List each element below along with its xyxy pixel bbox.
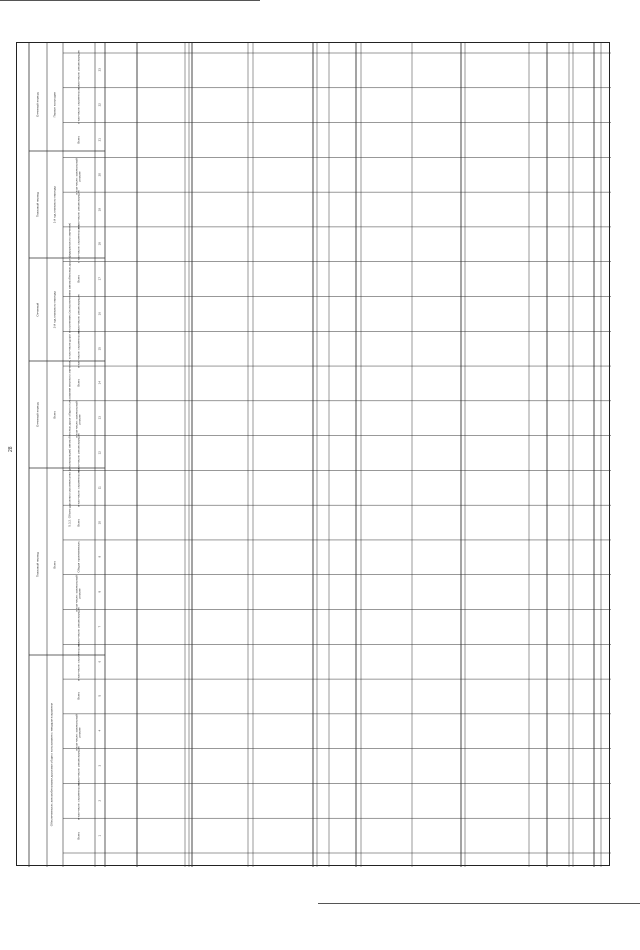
column-number: 4	[97, 730, 102, 732]
group-title: Отчетный период	[35, 402, 40, 427]
scan-edge-top	[0, 0, 260, 1]
column-header: в том числе: капитальный ремонт	[74, 401, 82, 438]
column-number: 6	[97, 660, 102, 663]
column-number: 16	[97, 311, 102, 316]
group-title: Отчетный	[35, 302, 40, 317]
group-subtitle: Всего	[52, 410, 57, 419]
column-header: в том числе: капитальный ремонт	[74, 714, 82, 751]
column-header: в том числе: строительство	[76, 329, 81, 368]
column-header: Всего	[76, 379, 81, 388]
column-header: в том числе: строительство	[76, 781, 81, 820]
column-number: 22	[97, 103, 102, 107]
column-number: 18	[97, 242, 102, 246]
column-number: 9	[97, 556, 102, 558]
column-header: Всего	[76, 135, 81, 144]
column-header: Всего	[76, 831, 81, 840]
column-header: в том числе: реконструкция	[76, 50, 81, 90]
column-number: 15	[97, 346, 102, 351]
page-number: 28	[8, 446, 14, 452]
column-number: 11	[97, 485, 102, 490]
column-header: в том числе: строительство	[76, 85, 81, 125]
column-number: 5	[97, 695, 102, 698]
column-header: в том числе: реконструкция	[76, 294, 81, 333]
column-header: в том числе: капитальный ремонт	[74, 575, 82, 612]
column-number: 2	[97, 799, 102, 802]
column-number: 19	[97, 207, 102, 211]
table-caption-left: Обеспеченность автомобильными дорогами общего пользования с твердым покрытием	[49, 703, 54, 827]
group-title: Плановый период	[35, 552, 40, 578]
group-title: Отчетный период	[35, 92, 40, 117]
column-header: в том числе: строительство	[76, 224, 81, 264]
column-header: Общая протяженность	[76, 541, 81, 573]
column-number: 12	[97, 451, 102, 455]
column-number: 14	[97, 381, 102, 385]
column-number: 7	[97, 625, 102, 628]
column-header: в том числе: реконструкция	[76, 433, 81, 472]
group-subtitle: Первое полугодие	[52, 91, 57, 118]
column-header: в том числе: реконструкция	[76, 746, 81, 785]
column-header: Всего	[76, 518, 81, 527]
table-grid	[17, 43, 611, 867]
column-number: 21	[97, 137, 102, 142]
table-caption-main: 5.3.2. Объем дорожного строительства (реконструкции) автомобильных дорог общего пользования местного значения, в том числе дорог в поселениях (за исключением автомобильных дорог федерального значения)	[67, 222, 72, 527]
group-subtitle: 2-й год планового периода	[52, 291, 57, 329]
group-subtitle: 1-й год планового периода	[52, 186, 57, 224]
rotated-data-table	[16, 42, 610, 866]
column-header: в том числе: реконструкция	[76, 189, 81, 229]
scan-edge-bottom	[318, 903, 640, 904]
column-number: 10	[97, 520, 102, 524]
column-header: Всего	[76, 692, 81, 701]
column-number: 13	[97, 416, 102, 420]
column-number: 23	[97, 68, 102, 72]
column-header: в том числе: строительство	[76, 642, 81, 681]
column-header: в том числе: капитальный ремонт	[74, 157, 82, 195]
group-subtitle: Всего	[52, 560, 57, 569]
group-title: Плановый период	[35, 192, 40, 218]
column-header: Всего	[76, 274, 81, 283]
column-number: 3	[97, 764, 102, 767]
column-number: 17	[97, 277, 102, 281]
column-header: в том числе: строительство	[76, 468, 81, 507]
column-number: 8	[97, 591, 102, 593]
column-header: в том числе: реконструкция	[76, 607, 81, 646]
column-number: 1	[97, 834, 102, 837]
column-number: 20	[97, 172, 102, 177]
